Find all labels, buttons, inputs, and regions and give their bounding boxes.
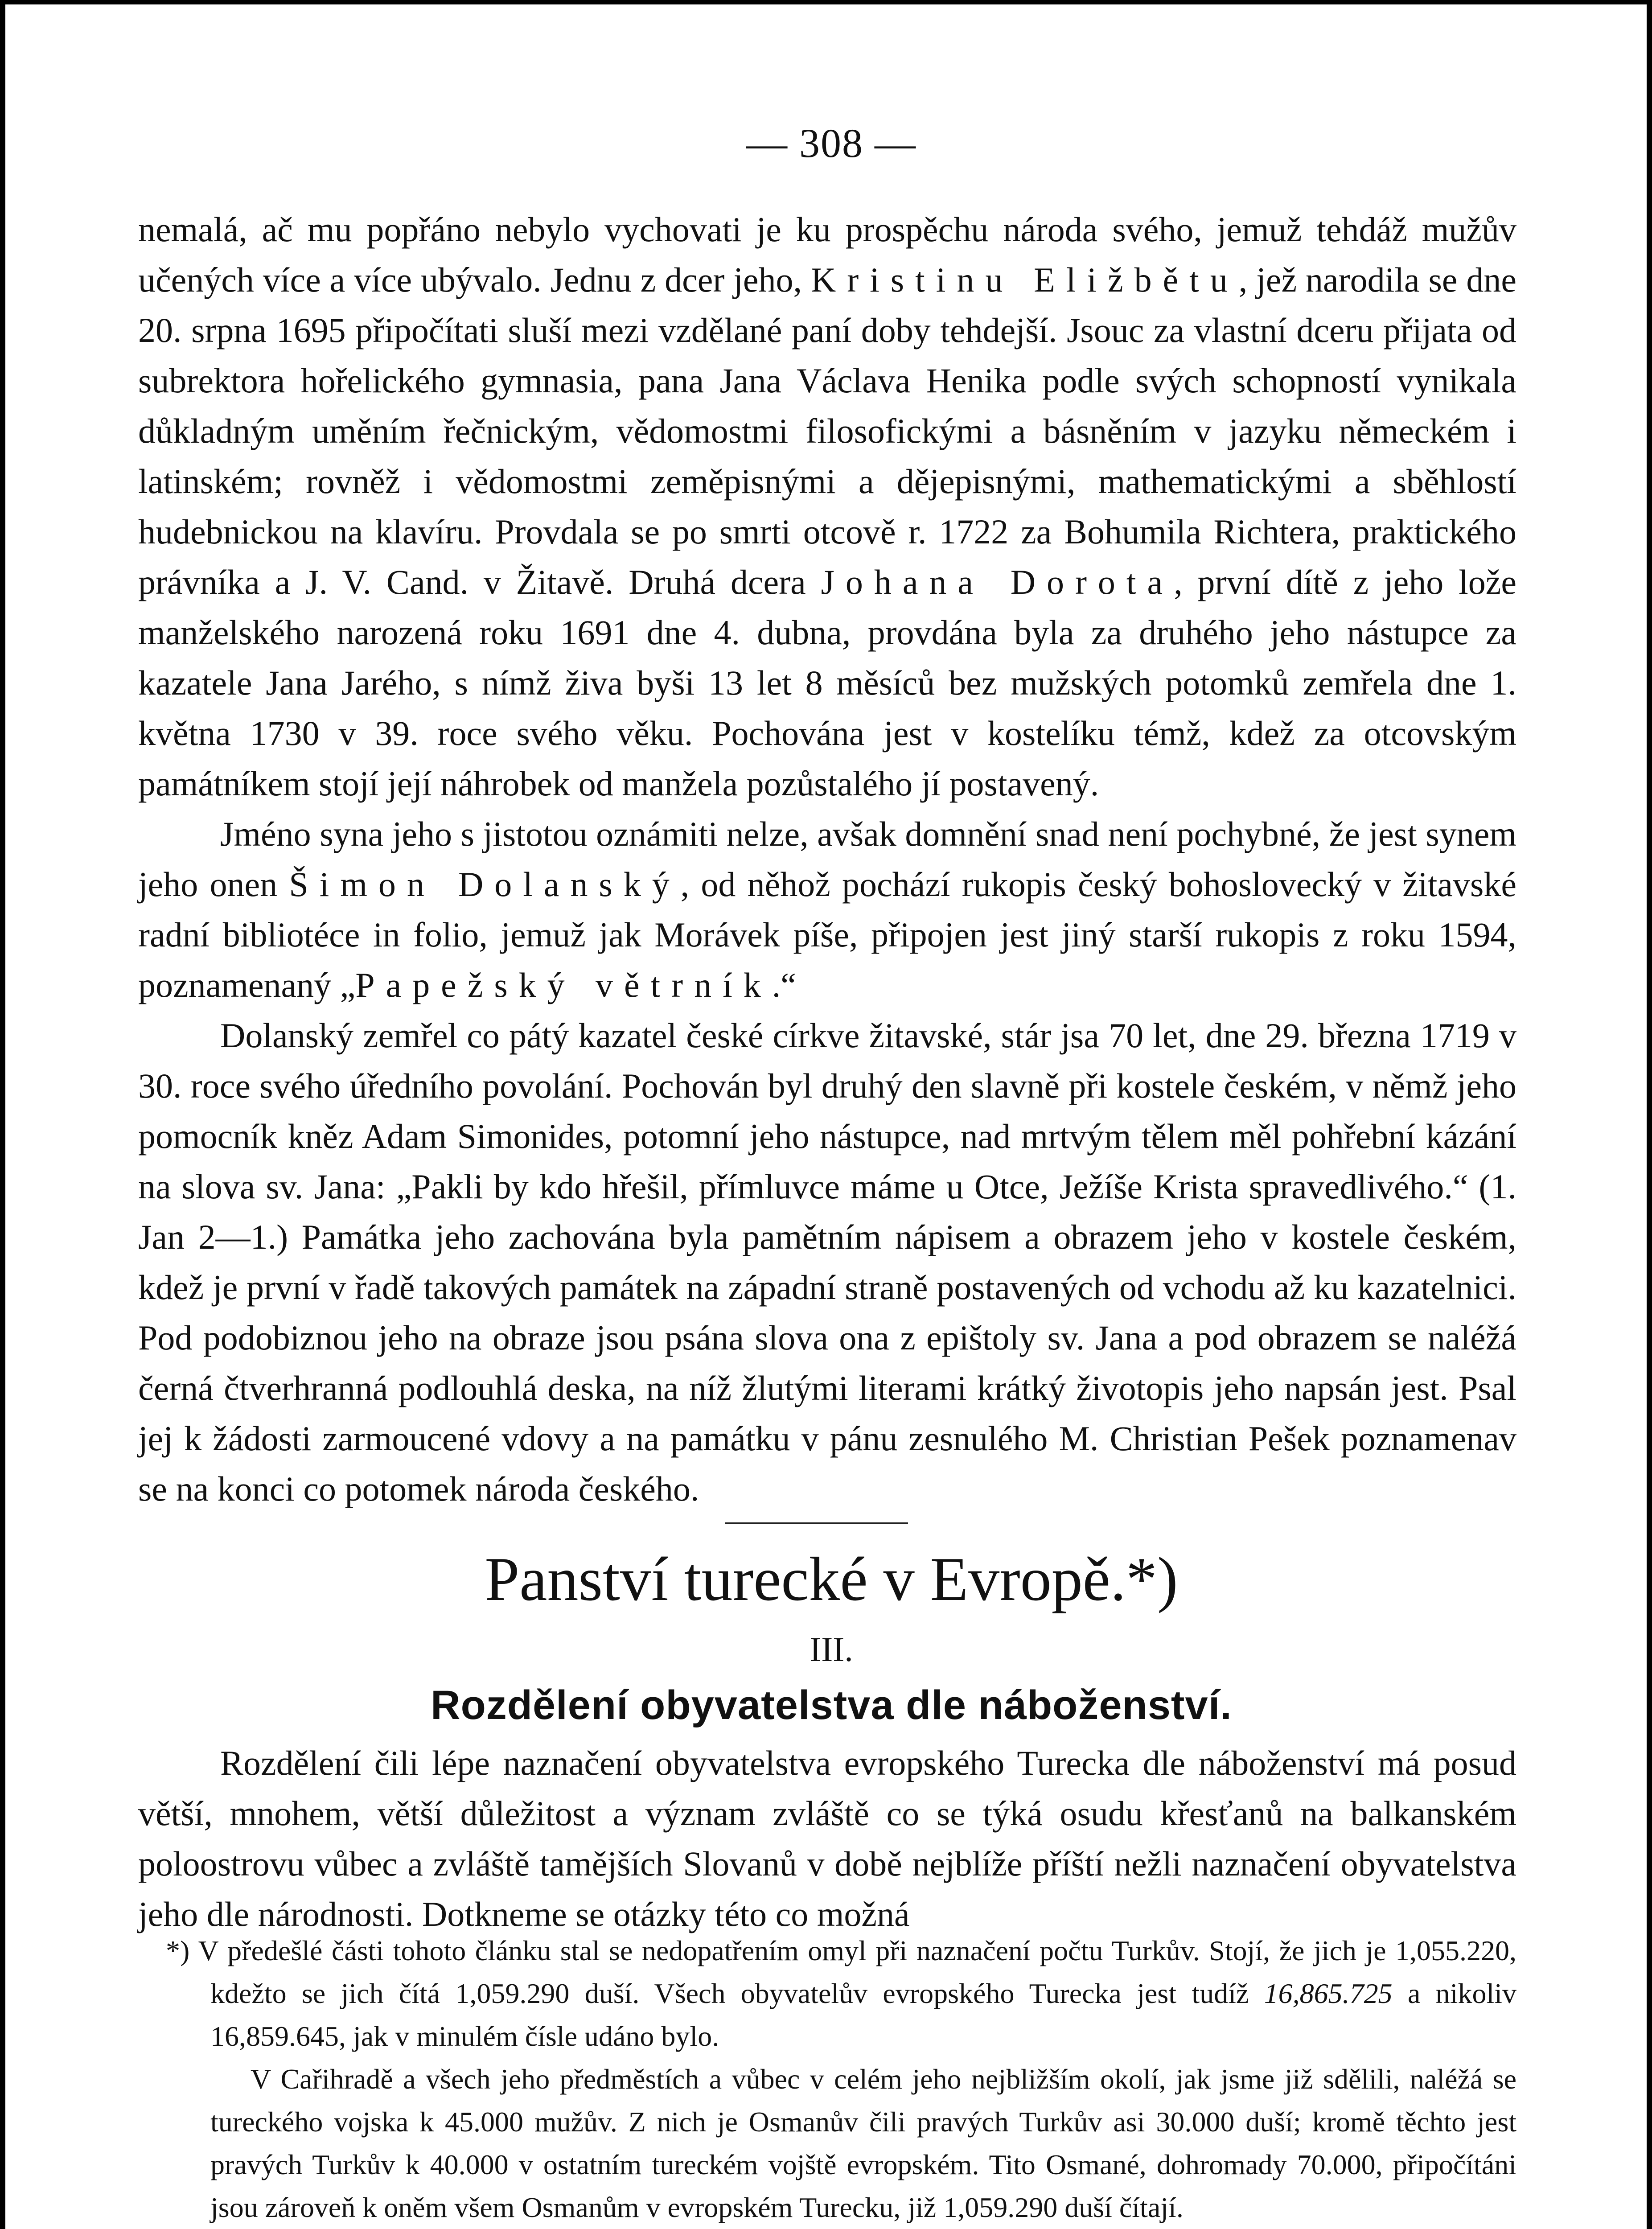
page-number: — 308 —	[746, 120, 916, 166]
footnote-1-part-1: *) V předešlé části tohoto článku stal se nedopatřením omyl při naznačení počtu Turkův. Stojí, že jich je 1,055.220, kdežto se jich čítá 1,059.290 duší. Všech obyvatelův evropského Turecka jest tudíž	[166, 1935, 1516, 2009]
paragraph-1-part-2: , jež narodila se dne 20. srpna 1695 připočítati sluší mezi vzdělané paní doby tehdejší. Jsouc za vlastní dceru přijata od subrektora hořelického gymnasia, pana Jana Václava Henika podle svých schopností vynikala důkladným uměním řečnickým, vědomostmi filosofickými a básněním v jazyku německém i latinském; rovněž i vědomostmi zeměpisnými a dějepisnými, mathematickými a sběhlostí hudebnickou na klavíru. Provdala se po smrti otcově r. 1722 za Bohumila Richtera, praktického právníka a J. V. Cand. v Žitavě. Druhá dcera	[138, 260, 1516, 601]
section-title: Panství turecké v Evropě.*)	[485, 1545, 1178, 1614]
paragraph-1-part-3: , první dítě z jeho lože manželského narozená roku 1691 dne 4. dubna, provdána byla za druhého jeho nástupce za kazatele Jana Jarého, s nímž živa byši 13 let 8 měsíců bez mužských potomků zemřela dne 1. května 1730 v 39. roce svého věku. Pochována jest v kostelíku témž, kdež za otcovským památníkem stojí její náhrobek od manžela pozůstalého jí postavený.	[138, 563, 1517, 803]
section-subtitle: Rozdělení obyvatelstva dle náboženství.	[431, 1682, 1232, 1728]
footnote-1-total: 16,865.725	[1264, 1978, 1393, 2009]
name-johana: Johana Dorota	[821, 563, 1174, 601]
paragraph-2-part-2: , od něhož pochází rukopis český bohoslovecký v žitavské radní bibliotéce in folio, jemuž jak Morávek píše, připojen jest jiný starší rukopis z roku 1594, poznamenaný „	[138, 865, 1516, 1004]
footnotes	[166, 1929, 1516, 2229]
footnote-1-part-2: a nikoliv 16,859.645, jak v minulém čísle udáno bylo.	[210, 1978, 1517, 2052]
section-paragraph: Rozdělení čili lépe naznačení obyvatelstva evropského Turecka dle náboženství má posud větší, mnohem, větší důležitost a význam zvláště co se týká osudu křesťanů na balkanském poloostrovu vůbec a zvláště tamějších Slovanů v době nejblíže příští nežli naznačení obyvatelstva jeho dle národnosti. Dotkneme se otázky této co možná	[138, 1744, 1516, 1933]
paragraph-2-part-1: Jméno syna jeho s jistotou oznámiti nelze, avšak domnění snad není pochybné, že jest synem jeho onen	[138, 814, 1516, 904]
paragraph-3: Dolanský zemřel co pátý kazatel české církve žitavské, stár jsa 70 let, dne 29. března 1719 v 30. roce svého úředního povolání. Pochován byl druhý den slavně při kostele českém, v němž jeho pomocník kněz Adam Simonides, potomní jeho nástupce, nad mrtvým tělem měl pohřební kázání na slova sv. Jana: „Pakli by kdo hřešil, přímluvce máme u Otce, Ježíše Krista spravedlivého.“ (1. Jan 2—1.) Památka jeho zachována byla pamětním nápisem a obrazem jeho v kostele českém, kdež je první v řadě takových památek na západní straně postavených od vchodu až ku kazatelnici. Pod podobiznou jeho na obraze jsou psána slova ona z epištoly sv. Jana a pod obrazem se naléžá černá čtverhranná podlouhlá deska, na níž žlutými literami krátký životopis jeho napsán jest. Psal jej k žádosti zarmoucené vdovy a na památku v pánu zesnulého M. Christian Pešek poznamenav se na konci co potomek národa českého.	[138, 1016, 1516, 1508]
footnote-1	[166, 1929, 1516, 2058]
section-divider	[725, 1522, 908, 1524]
name-simon: Šimon Dolanský	[289, 865, 681, 904]
name-kristina: Kristinu Eližbětu	[810, 260, 1239, 299]
paragraph-1	[138, 204, 1516, 809]
section-body	[138, 1738, 1516, 1939]
manuscript-title: Papežský větrník	[355, 966, 772, 1004]
section-number: III.	[810, 1630, 853, 1669]
paragraph-2	[138, 809, 1516, 1010]
footnote-2: V Cařihradě a všech jeho předměstích a vůbec v celém jeho nejbližším okolí, jak jsme již sdělili, naléžá se tureckého vojska k 45.000 mužův. Z nich je Osmanův čili pravých Turkův asi 30.000 duší; kromě těchto jest pravých Turkův k 40.000 v ostatním tureckém vojště evropském. Tito Osmané, dohromady 70.000, připočítáni jsou zároveň k oněm všem Osmanům v evropském Turecku, již 1,059.290 duší čítají.	[210, 2063, 1516, 2223]
main-text	[138, 204, 1516, 1514]
paragraph-2-part-3: .“	[772, 966, 796, 1004]
paragraph-1-part-1: nemalá, ač mu popřáno nebylo vychovati je ku prospěchu národa svého, jemuž tehdáž mužův učených více a více ubývalo. Jednu z dcer jeho,	[138, 210, 1516, 299]
